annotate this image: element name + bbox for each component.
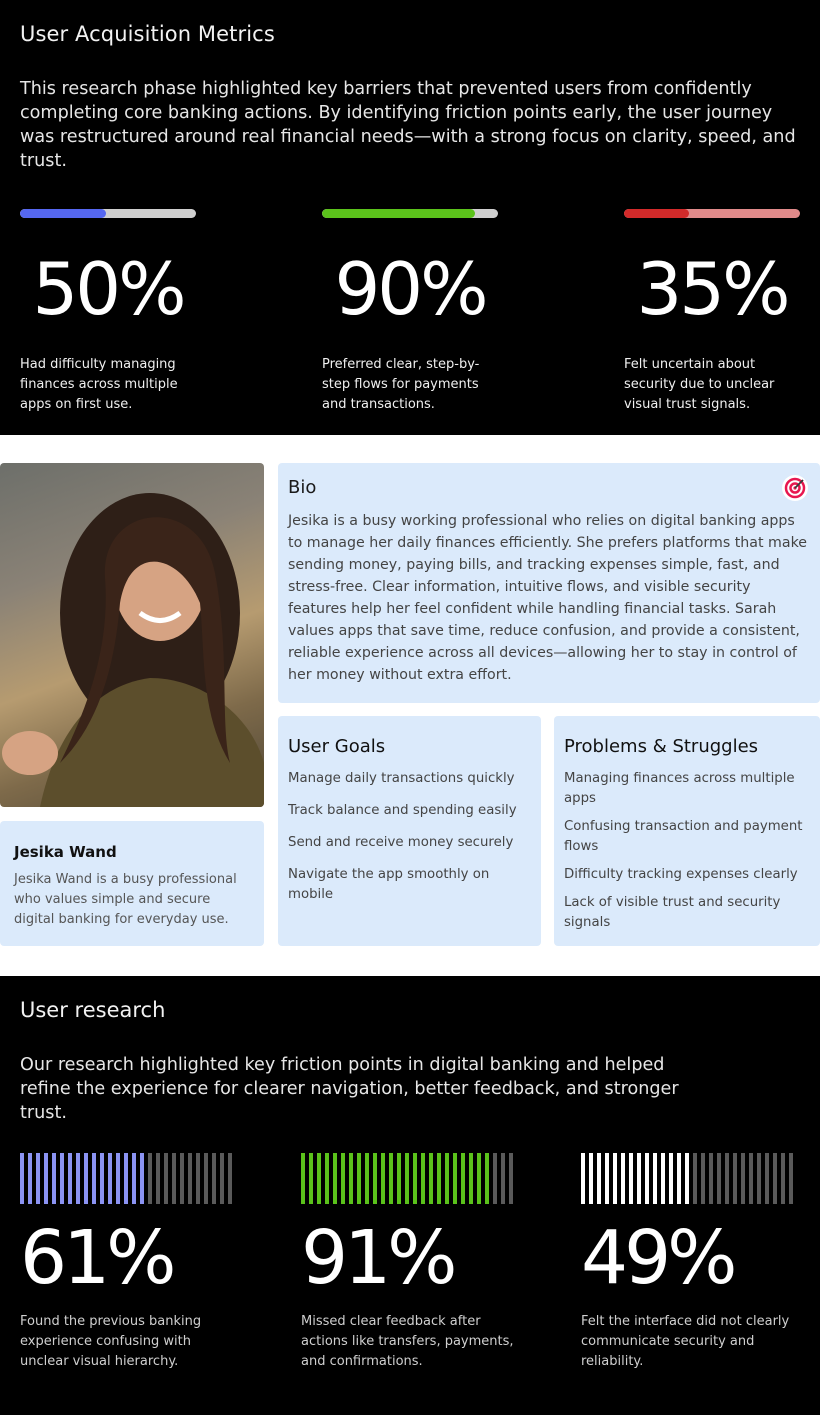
stripe-off bbox=[228, 1153, 232, 1204]
stripe-off bbox=[765, 1153, 769, 1204]
bio-text: Jesika is a busy working professional who relies on digital banking apps to manage her daily finances efficiently. She prefers platforms that make sending money, paying bills, and tracking expenses simple, fast, and stress-free. Clear information, intuitive flows, and visible security features help her feel confident while handling financial tasks. Sarah values apps that save time, reduce confusion, and provide a consistent, reliable experience across all devices—allowing her to stay in control of her money without extra effort. bbox=[288, 513, 808, 683]
stripe-on bbox=[381, 1153, 385, 1204]
progress-fill bbox=[20, 209, 106, 218]
stripe-on bbox=[677, 1153, 681, 1204]
stripe-on bbox=[76, 1153, 80, 1204]
metric-value: 50% bbox=[32, 247, 184, 331]
stripe-on bbox=[92, 1153, 96, 1204]
research-stat bbox=[581, 1153, 796, 1369]
research-stat bbox=[20, 1153, 235, 1369]
stripe-on bbox=[124, 1153, 128, 1204]
stripe-on bbox=[317, 1153, 321, 1204]
stripe-on bbox=[100, 1153, 104, 1204]
persona-photo bbox=[0, 463, 264, 807]
stripe-on bbox=[461, 1153, 465, 1204]
stripe-off bbox=[709, 1153, 713, 1204]
stripe-on bbox=[421, 1153, 425, 1204]
stripe-off bbox=[204, 1153, 208, 1204]
progress-bar bbox=[322, 209, 498, 218]
stripe-on bbox=[116, 1153, 120, 1204]
stripe-meter bbox=[301, 1153, 516, 1204]
research-stat bbox=[301, 1153, 516, 1369]
stripe-on bbox=[685, 1153, 689, 1204]
stripe-on bbox=[309, 1153, 313, 1204]
stripe-on bbox=[597, 1153, 601, 1204]
metric-value: 90% bbox=[334, 247, 486, 331]
stripe-on bbox=[389, 1153, 393, 1204]
stripe-off bbox=[180, 1153, 184, 1204]
list-item: Manage daily transactions quickly bbox=[288, 771, 515, 786]
section-intro: This research phase highlighted key barriers that prevented users from confidently completing core banking actions. By identifying friction points early, the user journey was restructured around real financial needs—with a strong focus on clarity, speed, and trust. bbox=[20, 79, 796, 171]
stripe-off bbox=[701, 1153, 705, 1204]
stripe-off bbox=[188, 1153, 192, 1204]
problems-card bbox=[554, 716, 820, 946]
metric-description: Had difficulty managing finances across multiple apps on first use. bbox=[20, 357, 178, 412]
stripe-off bbox=[493, 1153, 497, 1204]
stat-description: Felt the interface did not clearly communicate security and reliability. bbox=[581, 1314, 790, 1369]
bio-title: Bio bbox=[288, 477, 317, 498]
list-item: Track balance and spending easily bbox=[288, 803, 517, 818]
stripe-on bbox=[645, 1153, 649, 1204]
stripe-on bbox=[605, 1153, 609, 1204]
progress-bar bbox=[20, 209, 196, 218]
stripe-on bbox=[589, 1153, 593, 1204]
stripe-on bbox=[365, 1153, 369, 1204]
stripe-off bbox=[501, 1153, 505, 1204]
goals-title: User Goals bbox=[288, 736, 386, 757]
stripe-on bbox=[60, 1153, 64, 1204]
acquisition-metrics-section bbox=[0, 0, 820, 435]
metric-card bbox=[624, 209, 800, 412]
stripe-off bbox=[749, 1153, 753, 1204]
metric-card bbox=[20, 209, 196, 412]
stripe-on bbox=[52, 1153, 56, 1204]
struggles-title: Problems & Struggles bbox=[564, 736, 759, 757]
stripe-on bbox=[373, 1153, 377, 1204]
stripe-on bbox=[333, 1153, 337, 1204]
stripe-off bbox=[212, 1153, 216, 1204]
section-title: User Acquisition Metrics bbox=[20, 22, 275, 46]
stripe-on bbox=[140, 1153, 144, 1204]
stripe-meter bbox=[581, 1153, 796, 1204]
metric-card bbox=[322, 209, 498, 412]
stripe-on bbox=[613, 1153, 617, 1204]
list-item: Send and receive money securely bbox=[288, 835, 514, 850]
list-item: Managing finances across multiple apps bbox=[564, 771, 795, 806]
stripe-off bbox=[148, 1153, 152, 1204]
user-research-section bbox=[0, 976, 820, 1415]
section-intro: Our research highlighted key friction points in digital banking and helped refine the experience for clearer navigation, better feedback, and stronger trust. bbox=[20, 1055, 679, 1123]
stripe-off bbox=[741, 1153, 745, 1204]
list-item: Lack of visible trust and security signals bbox=[564, 895, 781, 930]
stripe-off bbox=[773, 1153, 777, 1204]
user-goals-card bbox=[278, 716, 541, 946]
persona-section bbox=[0, 435, 820, 976]
stripe-off bbox=[164, 1153, 168, 1204]
persona-summary: Jesika Wand is a busy professional who values simple and secure digital banking for everyday use. bbox=[14, 872, 237, 927]
stripe-on bbox=[349, 1153, 353, 1204]
stripe-off bbox=[693, 1153, 697, 1204]
bio-card bbox=[278, 463, 820, 703]
stripe-on bbox=[341, 1153, 345, 1204]
metric-value: 35% bbox=[636, 247, 788, 331]
stripe-on bbox=[437, 1153, 441, 1204]
stripe-off bbox=[789, 1153, 793, 1204]
metric-description: Felt uncertain about security due to unclear visual trust signals. bbox=[624, 357, 775, 412]
stripe-on bbox=[485, 1153, 489, 1204]
stripe-on bbox=[581, 1153, 585, 1204]
list-item: Navigate the app smoothly on mobile bbox=[288, 867, 490, 902]
persona-name: Jesika Wand bbox=[14, 843, 117, 861]
progress-fill bbox=[322, 209, 475, 218]
stripe-on bbox=[68, 1153, 72, 1204]
stat-value: 91% bbox=[301, 1215, 454, 1301]
stripe-on bbox=[669, 1153, 673, 1204]
stripe-on bbox=[397, 1153, 401, 1204]
stripe-on bbox=[469, 1153, 473, 1204]
stat-value: 49% bbox=[581, 1215, 734, 1301]
struggles-list bbox=[564, 769, 810, 933]
target-icon bbox=[782, 475, 808, 501]
stripe-on bbox=[108, 1153, 112, 1204]
stripe-on bbox=[36, 1153, 40, 1204]
stripe-on bbox=[405, 1153, 409, 1204]
stripe-on bbox=[357, 1153, 361, 1204]
stripe-off bbox=[725, 1153, 729, 1204]
stripe-off bbox=[172, 1153, 176, 1204]
metric-description: Preferred clear, step-by-step flows for payments and transactions. bbox=[322, 357, 480, 412]
stripe-on bbox=[28, 1153, 32, 1204]
stripe-on bbox=[661, 1153, 665, 1204]
stripe-off bbox=[757, 1153, 761, 1204]
stripe-on bbox=[621, 1153, 625, 1204]
stripe-on bbox=[453, 1153, 457, 1204]
stripe-on bbox=[84, 1153, 88, 1204]
stat-value: 61% bbox=[20, 1215, 173, 1301]
section-title: User research bbox=[20, 998, 166, 1022]
stripe-meter bbox=[20, 1153, 235, 1204]
progress-fill bbox=[624, 209, 689, 218]
stripe-off bbox=[781, 1153, 785, 1204]
stripe-on bbox=[20, 1153, 24, 1204]
stripe-on bbox=[629, 1153, 633, 1204]
stripe-off bbox=[220, 1153, 224, 1204]
stripe-off bbox=[509, 1153, 513, 1204]
stripe-on bbox=[325, 1153, 329, 1204]
stat-description: Found the previous banking experience confusing with unclear visual hierarchy. bbox=[20, 1314, 202, 1369]
stripe-off bbox=[733, 1153, 737, 1204]
stripe-off bbox=[156, 1153, 160, 1204]
list-item: Difficulty tracking expenses clearly bbox=[564, 867, 798, 882]
stripe-off bbox=[196, 1153, 200, 1204]
persona-illustration bbox=[0, 463, 264, 807]
goals-list bbox=[288, 769, 531, 905]
stat-description: Missed clear feedback after actions like transfers, payments, and confirmations. bbox=[301, 1314, 514, 1369]
stripe-off bbox=[717, 1153, 721, 1204]
stripe-on bbox=[637, 1153, 641, 1204]
stripe-on bbox=[653, 1153, 657, 1204]
persona-name-card bbox=[0, 821, 264, 946]
stripe-on bbox=[44, 1153, 48, 1204]
stripe-on bbox=[445, 1153, 449, 1204]
progress-bar bbox=[624, 209, 800, 218]
stripe-on bbox=[301, 1153, 305, 1204]
list-item: Confusing transaction and payment flows bbox=[564, 819, 803, 854]
stripe-on bbox=[477, 1153, 481, 1204]
stripe-on bbox=[429, 1153, 433, 1204]
stripe-on bbox=[132, 1153, 136, 1204]
stripe-on bbox=[413, 1153, 417, 1204]
